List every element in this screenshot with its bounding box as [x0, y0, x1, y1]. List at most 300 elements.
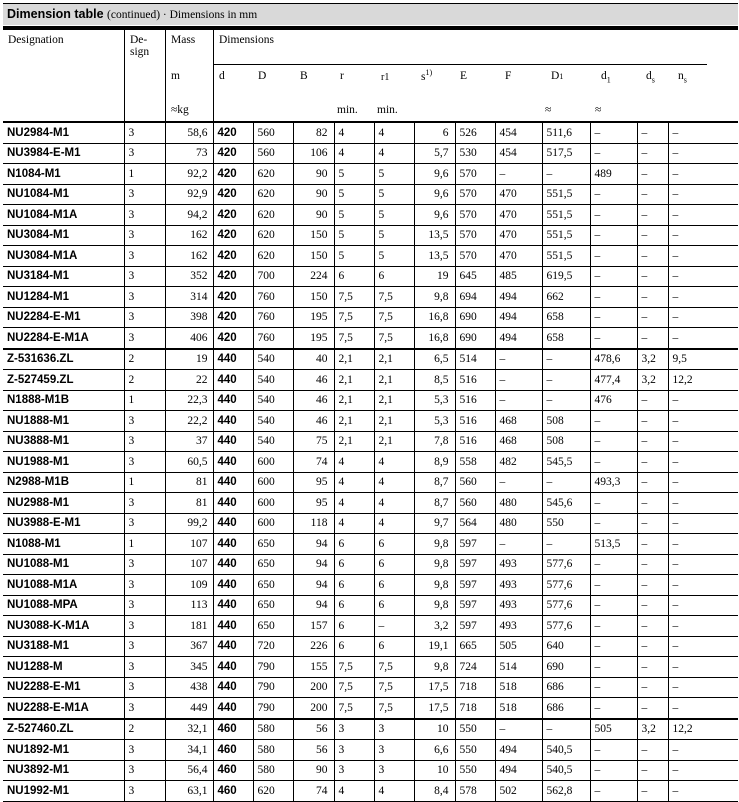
cell-dim-F: 518 — [495, 677, 542, 698]
cell-design: 1 — [124, 472, 165, 493]
cell-dim-d1: – — [590, 307, 637, 328]
cell-dim-ns: – — [668, 698, 738, 719]
cell-dim-D1: 686 — [542, 677, 590, 698]
cell-dim-s: 13,5 — [414, 225, 455, 246]
table-row — [3, 472, 738, 493]
cell-dim-r: 6 — [334, 266, 374, 287]
cell-dim-d: 440 — [213, 534, 253, 555]
cell-dim-D1: 511,6 — [542, 122, 590, 143]
cell-dim-F: 494 — [495, 328, 542, 349]
cell-designation: NU1288-M — [3, 657, 124, 678]
cell-designation: NU1888-M1 — [3, 411, 124, 432]
cell-dim-D: 560 — [253, 143, 293, 164]
header-col-s-footnote: 1) — [425, 68, 433, 77]
cell-dim-ds: – — [637, 472, 668, 493]
cell-designation: N1088-M1 — [3, 534, 124, 555]
cell-dim-D1: 658 — [542, 307, 590, 328]
table-row — [3, 349, 738, 370]
cell-design: 3 — [124, 287, 165, 308]
table-row — [3, 781, 738, 802]
cell-dim-B: 224 — [293, 266, 334, 287]
cell-dim-d: 420 — [213, 328, 253, 349]
cell-dim-E: 690 — [455, 307, 495, 328]
cell-mass: 32,1 — [165, 719, 213, 740]
cell-dim-r1: 6 — [374, 266, 414, 287]
cell-dim-ds: – — [637, 143, 668, 164]
cell-designation: NU3888-M1 — [3, 431, 124, 452]
cell-dim-r1: 5 — [374, 205, 414, 226]
cell-design: 3 — [124, 143, 165, 164]
cell-dim-d1: 476 — [590, 390, 637, 411]
cell-design: 2 — [124, 370, 165, 391]
cell-dim-r1: 4 — [374, 781, 414, 802]
cell-dim-r: 4 — [334, 781, 374, 802]
cell-dim-D: 620 — [253, 246, 293, 267]
cell-dim-B: 118 — [293, 513, 334, 534]
cell-dim-s: 6,6 — [414, 740, 455, 761]
cell-dim-E: 597 — [455, 595, 495, 616]
cell-dim-d1: – — [590, 246, 637, 267]
cell-dim-D: 620 — [253, 781, 293, 802]
cell-dim-B: 155 — [293, 657, 334, 678]
header-col-ds-label: d — [646, 70, 652, 82]
cell-dim-r: 4 — [334, 452, 374, 473]
cell-design: 1 — [124, 534, 165, 555]
cell-mass: 162 — [165, 246, 213, 267]
cell-dim-B: 82 — [293, 122, 334, 143]
table-row — [3, 431, 738, 452]
cell-dim-d1: – — [590, 225, 637, 246]
cell-mass: 438 — [165, 677, 213, 698]
cell-dim-D1: 619,5 — [542, 266, 590, 287]
cell-dim-D: 600 — [253, 452, 293, 473]
cell-dim-s: 8,7 — [414, 493, 455, 514]
cell-dim-F: 493 — [495, 616, 542, 637]
cell-dim-D1: 517,5 — [542, 143, 590, 164]
cell-dim-F: 493 — [495, 575, 542, 596]
header-D1-approx: ≈ — [545, 104, 552, 116]
cell-dim-E: 597 — [455, 534, 495, 555]
cell-designation: NU3184-M1 — [3, 266, 124, 287]
cell-dim-r: 7,5 — [334, 328, 374, 349]
cell-dim-r1: 6 — [374, 554, 414, 575]
cell-dim-B: 150 — [293, 246, 334, 267]
cell-designation: N2988-M1B — [3, 472, 124, 493]
cell-design: 3 — [124, 698, 165, 719]
cell-dim-d: 420 — [213, 307, 253, 328]
cell-dim-d1: – — [590, 677, 637, 698]
cell-design: 3 — [124, 493, 165, 514]
cell-dim-d: 440 — [213, 349, 253, 370]
header-col-r1: r1 — [381, 72, 390, 83]
cell-dim-r: 6 — [334, 616, 374, 637]
cell-dim-F: 494 — [495, 740, 542, 761]
table-body — [3, 122, 738, 801]
cell-mass: 162 — [165, 225, 213, 246]
cell-dim-s: 5,7 — [414, 143, 455, 164]
cell-dim-D: 540 — [253, 431, 293, 452]
cell-dim-d: 460 — [213, 719, 253, 740]
cell-dim-s: 8,7 — [414, 472, 455, 493]
table-row — [3, 205, 738, 226]
cell-dim-ns: – — [668, 760, 738, 781]
cell-mass: 367 — [165, 636, 213, 657]
cell-dim-B: 46 — [293, 411, 334, 432]
cell-mass: 37 — [165, 431, 213, 452]
cell-dim-r1: – — [374, 616, 414, 637]
cell-dim-E: 597 — [455, 575, 495, 596]
cell-dim-D: 540 — [253, 370, 293, 391]
cell-dim-F: 502 — [495, 781, 542, 802]
cell-design: 3 — [124, 205, 165, 226]
table-row — [3, 513, 738, 534]
cell-dim-r: 5 — [334, 205, 374, 226]
cell-dim-ds: – — [637, 452, 668, 473]
cell-mass: 22 — [165, 370, 213, 391]
cell-dim-B: 94 — [293, 595, 334, 616]
cell-dim-ns: – — [668, 184, 738, 205]
cell-dim-E: 516 — [455, 390, 495, 411]
cell-dim-D: 650 — [253, 534, 293, 555]
cell-design: 3 — [124, 636, 165, 657]
cell-dim-d1: – — [590, 184, 637, 205]
table-row — [3, 266, 738, 287]
table-row — [3, 225, 738, 246]
cell-designation: NU2284-E-M1A — [3, 328, 124, 349]
cell-dim-D: 620 — [253, 164, 293, 185]
cell-dim-r1: 2,1 — [374, 390, 414, 411]
cell-dim-d: 420 — [213, 266, 253, 287]
cell-designation: N1888-M1B — [3, 390, 124, 411]
cell-dim-B: 90 — [293, 164, 334, 185]
cell-dim-d1: – — [590, 698, 637, 719]
header-col-ns-sub: s — [683, 75, 687, 85]
cell-dim-ds: – — [637, 575, 668, 596]
cell-dim-s: 16,8 — [414, 328, 455, 349]
cell-designation: NU3084-M1 — [3, 225, 124, 246]
header-col-s — [421, 68, 432, 83]
cell-dim-r: 2,1 — [334, 431, 374, 452]
cell-dim-E: 570 — [455, 225, 495, 246]
cell-dim-D: 560 — [253, 122, 293, 143]
cell-dim-D: 580 — [253, 760, 293, 781]
cell-dim-r1: 7,5 — [374, 307, 414, 328]
table-row — [3, 719, 738, 740]
cell-dim-s: 10 — [414, 719, 455, 740]
cell-dim-D1: 658 — [542, 328, 590, 349]
cell-dim-d1: – — [590, 740, 637, 761]
header-col-D1 — [551, 70, 563, 82]
cell-dim-D: 650 — [253, 616, 293, 637]
cell-dim-F: – — [495, 390, 542, 411]
cell-design: 3 — [124, 431, 165, 452]
cell-dim-ns: – — [668, 143, 738, 164]
cell-dim-D1: 577,6 — [542, 595, 590, 616]
cell-dim-r: 6 — [334, 575, 374, 596]
cell-dim-D1: 690 — [542, 657, 590, 678]
cell-dim-D: 760 — [253, 307, 293, 328]
cell-dim-ns: – — [668, 266, 738, 287]
cell-dim-d: 440 — [213, 452, 253, 473]
table-row — [3, 411, 738, 432]
cell-dim-B: 150 — [293, 225, 334, 246]
cell-mass: 94,2 — [165, 205, 213, 226]
cell-mass: 22,3 — [165, 390, 213, 411]
cell-dim-B: 157 — [293, 616, 334, 637]
cell-dim-d1: – — [590, 328, 637, 349]
cell-dim-E: 570 — [455, 164, 495, 185]
cell-dim-D1: 551,5 — [542, 246, 590, 267]
cell-dim-r: 7,5 — [334, 307, 374, 328]
cell-dim-B: 46 — [293, 390, 334, 411]
cell-dim-r: 2,1 — [334, 390, 374, 411]
cell-dim-ns: – — [668, 122, 738, 143]
cell-dim-ns: 12,2 — [668, 370, 738, 391]
cell-dim-d: 440 — [213, 575, 253, 596]
cell-dim-r: 7,5 — [334, 287, 374, 308]
cell-dim-ds: – — [637, 266, 668, 287]
cell-dim-r: 6 — [334, 636, 374, 657]
cell-dim-r1: 4 — [374, 513, 414, 534]
cell-mass: 181 — [165, 616, 213, 637]
header-designation: Designation — [8, 34, 64, 46]
cell-dim-ns: – — [668, 740, 738, 761]
header-divider — [124, 30, 125, 121]
cell-dim-r: 7,5 — [334, 657, 374, 678]
cell-dim-F: 494 — [495, 760, 542, 781]
cell-dim-r1: 6 — [374, 575, 414, 596]
cell-dim-E: 550 — [455, 740, 495, 761]
cell-dim-d: 440 — [213, 493, 253, 514]
cell-dim-s: 9,8 — [414, 575, 455, 596]
cell-dim-D1: 577,6 — [542, 554, 590, 575]
cell-dim-s: 9,6 — [414, 205, 455, 226]
cell-dim-r: 2,1 — [334, 411, 374, 432]
cell-dim-d1: – — [590, 657, 637, 678]
cell-dim-D1: – — [542, 534, 590, 555]
cell-dim-E: 564 — [455, 513, 495, 534]
cell-dim-D: 760 — [253, 287, 293, 308]
cell-design: 3 — [124, 575, 165, 596]
cell-dim-s: 13,5 — [414, 246, 455, 267]
cell-dim-ns: – — [668, 595, 738, 616]
cell-dim-F: 482 — [495, 452, 542, 473]
cell-design: 3 — [124, 307, 165, 328]
cell-design: 3 — [124, 677, 165, 698]
cell-dim-r: 4 — [334, 143, 374, 164]
cell-dim-F: 468 — [495, 411, 542, 432]
cell-dim-E: 570 — [455, 205, 495, 226]
cell-dim-d: 420 — [213, 184, 253, 205]
cell-dim-d: 440 — [213, 431, 253, 452]
cell-dim-r1: 3 — [374, 740, 414, 761]
cell-mass: 81 — [165, 472, 213, 493]
cell-dim-ns: 12,2 — [668, 719, 738, 740]
cell-dim-E: 560 — [455, 472, 495, 493]
cell-design: 1 — [124, 390, 165, 411]
cell-dim-D: 620 — [253, 184, 293, 205]
cell-dim-d: 440 — [213, 472, 253, 493]
table-row — [3, 164, 738, 185]
cell-dim-B: 56 — [293, 719, 334, 740]
cell-designation: NU3088-K-M1A — [3, 616, 124, 637]
cell-design: 3 — [124, 122, 165, 143]
cell-dim-s: 19,1 — [414, 636, 455, 657]
cell-dim-D: 620 — [253, 205, 293, 226]
cell-dim-ds: – — [637, 307, 668, 328]
cell-dim-ds: – — [637, 760, 668, 781]
cell-dim-d1: 513,5 — [590, 534, 637, 555]
cell-dim-d1: – — [590, 575, 637, 596]
cell-dim-ds: – — [637, 122, 668, 143]
cell-dim-r: 3 — [334, 760, 374, 781]
header-col-s-label: s — [421, 70, 426, 83]
cell-dim-d: 420 — [213, 287, 253, 308]
cell-dim-s: 17,5 — [414, 677, 455, 698]
cell-dim-d1: 478,6 — [590, 349, 637, 370]
cell-designation: NU2284-E-M1 — [3, 307, 124, 328]
cell-dim-ns: – — [668, 636, 738, 657]
header-col-D1-label: D — [551, 70, 560, 82]
cell-dim-ds: – — [637, 493, 668, 514]
cell-dim-r1: 5 — [374, 184, 414, 205]
cell-designation: NU2988-M1 — [3, 493, 124, 514]
cell-dim-D: 700 — [253, 266, 293, 287]
cell-designation: NU3984-E-M1 — [3, 143, 124, 164]
cell-dim-r1: 5 — [374, 225, 414, 246]
cell-mass: 56,4 — [165, 760, 213, 781]
cell-dim-d1: – — [590, 595, 637, 616]
cell-dim-d: 440 — [213, 636, 253, 657]
cell-dim-d1: – — [590, 287, 637, 308]
cell-dim-r1: 2,1 — [374, 431, 414, 452]
cell-dim-r1: 7,5 — [374, 328, 414, 349]
cell-dim-d: 460 — [213, 740, 253, 761]
cell-dim-E: 530 — [455, 143, 495, 164]
dimension-table — [3, 121, 738, 802]
cell-dim-d: 420 — [213, 164, 253, 185]
cell-dim-d1: – — [590, 143, 637, 164]
table-row — [3, 452, 738, 473]
cell-dim-E: 516 — [455, 431, 495, 452]
cell-dim-D: 790 — [253, 657, 293, 678]
table-row — [3, 698, 738, 719]
table-row — [3, 616, 738, 637]
cell-design: 3 — [124, 595, 165, 616]
table-row — [3, 122, 738, 143]
cell-dim-B: 56 — [293, 740, 334, 761]
cell-design: 3 — [124, 411, 165, 432]
cell-mass: 92,2 — [165, 164, 213, 185]
cell-dim-ns: – — [668, 164, 738, 185]
cell-dim-r1: 2,1 — [374, 370, 414, 391]
cell-dim-F: – — [495, 164, 542, 185]
cell-dim-F: 494 — [495, 307, 542, 328]
cell-dim-ns: – — [668, 575, 738, 596]
cell-dim-B: 195 — [293, 328, 334, 349]
cell-dim-d1: – — [590, 513, 637, 534]
cell-dim-r: 3 — [334, 740, 374, 761]
cell-dim-r1: 4 — [374, 493, 414, 514]
header-col-ds — [646, 70, 655, 84]
cell-dim-d: 440 — [213, 554, 253, 575]
cell-dim-ds: – — [637, 328, 668, 349]
cell-dim-E: 558 — [455, 452, 495, 473]
table-row — [3, 636, 738, 657]
header-col-d1 — [601, 70, 611, 84]
table-row — [3, 493, 738, 514]
cell-dim-E: 516 — [455, 370, 495, 391]
cell-dim-D1: 577,6 — [542, 616, 590, 637]
cell-dim-ds: – — [637, 616, 668, 637]
cell-dim-ds: – — [637, 636, 668, 657]
cell-dim-D: 540 — [253, 390, 293, 411]
cell-dim-D1: 551,5 — [542, 225, 590, 246]
cell-dim-E: 560 — [455, 493, 495, 514]
cell-design: 3 — [124, 740, 165, 761]
cell-dim-d1: – — [590, 431, 637, 452]
cell-dim-B: 150 — [293, 287, 334, 308]
cell-dim-r1: 5 — [374, 164, 414, 185]
cell-dim-F: – — [495, 370, 542, 391]
cell-mass: 107 — [165, 534, 213, 555]
cell-dim-ds: – — [637, 246, 668, 267]
cell-dim-s: 8,5 — [414, 370, 455, 391]
cell-dim-s: 9,6 — [414, 184, 455, 205]
cell-dim-r: 7,5 — [334, 698, 374, 719]
cell-designation: NU2288-E-M1 — [3, 677, 124, 698]
cell-dim-F: 470 — [495, 246, 542, 267]
cell-dim-d: 440 — [213, 370, 253, 391]
header-r1-min: min. — [377, 104, 398, 116]
cell-dim-D1: – — [542, 164, 590, 185]
cell-dim-E: 514 — [455, 349, 495, 370]
cell-dim-D1: – — [542, 719, 590, 740]
cell-dim-B: 90 — [293, 205, 334, 226]
cell-dim-B: 75 — [293, 431, 334, 452]
header-divider — [213, 30, 214, 121]
cell-dim-D: 580 — [253, 740, 293, 761]
cell-dim-d: 420 — [213, 143, 253, 164]
cell-dim-F: 454 — [495, 143, 542, 164]
header-col-ns-label: n — [678, 70, 684, 82]
cell-dim-r1: 6 — [374, 636, 414, 657]
cell-dim-D1: – — [542, 472, 590, 493]
cell-dim-F: 518 — [495, 698, 542, 719]
cell-dim-D: 650 — [253, 595, 293, 616]
cell-dim-B: 200 — [293, 698, 334, 719]
cell-dim-r: 6 — [334, 595, 374, 616]
table-row — [3, 370, 738, 391]
cell-dim-D1: 508 — [542, 411, 590, 432]
cell-dim-B: 200 — [293, 677, 334, 698]
cell-dim-F: 514 — [495, 657, 542, 678]
cell-dim-D1: 577,6 — [542, 575, 590, 596]
cell-dim-D1: 551,5 — [542, 205, 590, 226]
cell-dim-d1: 493,3 — [590, 472, 637, 493]
cell-dim-d: 440 — [213, 616, 253, 637]
cell-design: 1 — [124, 164, 165, 185]
cell-designation: Z-531636.ZL — [3, 349, 124, 370]
cell-dim-r1: 7,5 — [374, 657, 414, 678]
cell-mass: 58,6 — [165, 122, 213, 143]
cell-dim-d1: – — [590, 554, 637, 575]
cell-dim-s: 9,8 — [414, 595, 455, 616]
cell-dim-ds: – — [637, 390, 668, 411]
cell-dim-ns: – — [668, 781, 738, 802]
cell-dim-B: 195 — [293, 307, 334, 328]
table-title-bar — [3, 3, 738, 25]
